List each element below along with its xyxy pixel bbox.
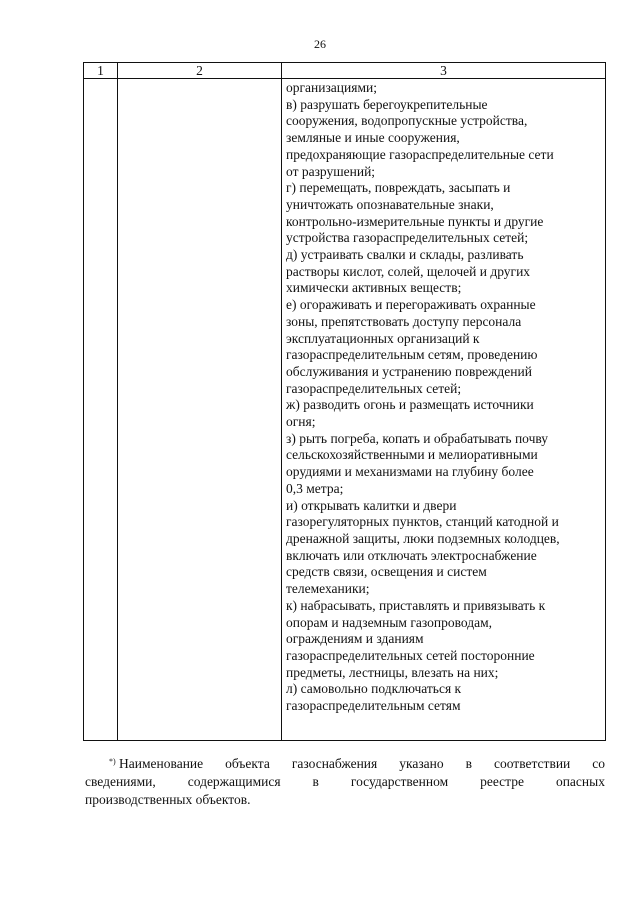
text-line: ограждениям и зданиям <box>286 631 424 647</box>
text-line: устройства газораспределительных сетей; <box>286 230 529 246</box>
text-line: растворы кислот, солей, щелочей и других <box>286 263 531 279</box>
footnote-word: опасных <box>555 774 605 789</box>
footnote-word: сведениями, <box>85 774 156 789</box>
obligations-table <box>83 62 606 741</box>
text-line: е) огораживать и перегораживать охранные <box>286 297 536 313</box>
page-number: 26 <box>314 37 326 51</box>
footnote-word: со <box>592 756 605 771</box>
footnote-line-3: производственных объектов. <box>85 792 251 807</box>
text-line: в) разрушать берегоукрепительные <box>286 96 488 112</box>
text-line: г) перемещать, повреждать, засыпать и <box>286 180 511 196</box>
text-line: включать или отключать электроснабжение <box>286 547 537 563</box>
footnote-word: соответствии <box>493 756 571 771</box>
footnote <box>85 755 605 809</box>
text-line: сельскохозяйственными и мелиоративными <box>286 447 538 463</box>
text-line: д) устраивать свалки и склады, разливать <box>286 247 524 263</box>
cell-col-2 <box>118 79 282 741</box>
text-line: ж) разводить огонь и размещать источники <box>286 397 534 413</box>
text-line: уничтожать опознавательные знаки, <box>286 196 494 212</box>
text-line: л) самовольно подключаться к <box>286 681 462 697</box>
text-line: дренажной защиты, люки подземных колодцев, <box>286 530 560 546</box>
column-header-3: 3 <box>282 63 606 79</box>
text-line: обслуживания и устранению повреждений <box>286 363 532 379</box>
text-line: опорам и надземным газопроводам, <box>286 614 492 630</box>
footnote-word: в <box>465 756 472 771</box>
footnote-word <box>109 755 203 773</box>
text-line: газораспределительных сетей; <box>286 380 462 396</box>
text-line: 0,3 метра; <box>286 480 344 496</box>
footnote-line-1 <box>85 755 605 773</box>
footnote-word: реестре <box>480 774 524 789</box>
text-line: организациями; <box>286 80 377 95</box>
text-line: и) открывать калитки и двери <box>286 497 457 513</box>
text-line: газораспределительным сетям, проведению <box>286 347 538 363</box>
footnote-marker: *) <box>109 757 116 766</box>
restrictions-text <box>286 80 603 715</box>
text-line: з) рыть погреба, копать и обрабатывать почву <box>286 430 549 446</box>
text-line: газораспределительных сетей посторонние <box>286 647 535 663</box>
text-line: зоны, препятствовать доступу персонала <box>286 313 522 329</box>
text-line: предметы, лестницы, влезать на них; <box>286 664 499 680</box>
text-line: контрольно-измерительные пункты и другие <box>286 213 544 229</box>
footnote-word: в <box>312 774 319 789</box>
column-header-2: 2 <box>118 63 282 79</box>
text-line: огня; <box>286 414 316 430</box>
text-line: орудиями и механизмами на глубину более <box>286 464 534 480</box>
footnote-word-text: Наименование <box>119 756 204 771</box>
cell-col-1 <box>84 79 118 741</box>
footnote-word: содержащимися <box>187 774 281 789</box>
text-line: предохраняющие газораспределительные сети <box>286 146 554 162</box>
text-line: к) набрасывать, приставлять и привязывать к <box>286 597 546 613</box>
text-line: сооружения, водопропускные устройства, <box>286 113 528 129</box>
footnote-word: газоснабжения <box>291 756 378 771</box>
column-header-1: 1 <box>84 63 118 79</box>
table-header-row <box>84 63 606 79</box>
text-line: эксплуатационных организаций к <box>286 330 480 346</box>
footnote-word: указано <box>399 756 444 771</box>
footnote-word: государственном <box>350 774 449 789</box>
text-line: газорегуляторных пунктов, станций катодной и <box>286 514 559 530</box>
footnote-line-2 <box>85 773 605 791</box>
cell-col-3 <box>282 79 606 741</box>
text-line: газораспределительным сетям <box>286 698 461 714</box>
table-row <box>84 79 606 741</box>
text-line: химически активных веществ; <box>286 280 462 296</box>
text-line: от разрушений; <box>286 163 376 179</box>
footnote-word: объекта <box>225 756 270 771</box>
text-line: земляные и иные сооружения, <box>286 130 460 146</box>
text-line: телемеханики; <box>286 581 370 597</box>
text-line: средств связи, освещения и систем <box>286 564 487 580</box>
